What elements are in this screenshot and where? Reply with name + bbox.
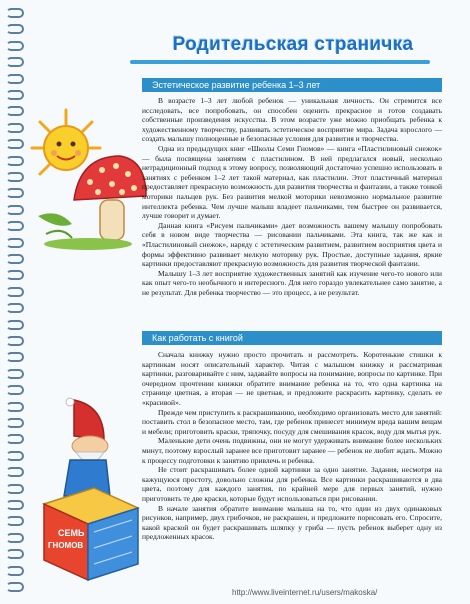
binder-ring xyxy=(6,516,24,526)
binder-ring xyxy=(6,500,24,510)
binder-ring xyxy=(6,385,24,395)
book-badge-icon xyxy=(44,488,138,580)
badge-text-line1: СЕМЬ xyxy=(58,528,85,538)
binder-ring xyxy=(6,303,24,313)
binder-ring xyxy=(6,467,24,477)
binder-ring xyxy=(6,451,24,461)
binder-ring xyxy=(6,41,24,51)
gnome-book-illustration xyxy=(34,396,144,586)
binder-ring xyxy=(6,582,24,592)
section-heading-aesthetic: Эстетическое развитие ребенка 1–3 лет xyxy=(142,78,442,92)
section-heading-how-to: Как работать с книгой xyxy=(142,331,442,345)
binder-ring xyxy=(6,221,24,231)
binder-ring xyxy=(6,123,24,133)
binder-ring xyxy=(6,74,24,84)
sun-icon xyxy=(32,110,100,174)
binder-ring xyxy=(6,287,24,297)
binder-ring xyxy=(6,24,24,34)
binder-ring xyxy=(6,238,24,248)
binder-ring xyxy=(6,57,24,67)
binder-ring xyxy=(6,139,24,149)
paragraph: Малышу 1–3 лет восприятие художественных занятий как изучение чего-то нового или как опыт чего-то необычного и интересного. Для него гораздо увлекательнее само занятие, а не результат. Для ребенка творчество — это процесс, а не результат. xyxy=(142,268,442,297)
binder-ring xyxy=(6,434,24,444)
gnome-icon xyxy=(64,398,110,496)
binder-ring xyxy=(6,156,24,166)
binder-ring xyxy=(6,254,24,264)
binder-ring xyxy=(6,402,24,412)
paragraph: В начале занятия обратите внимание малыша на то, что один из двух одинаковых рисунков, например, двух грибочков, не раскрашен, и предложите порисовать его. Спросите, какой краской он будет раскрашивать шляпку у гриба — пусть ребенок выберет одну из предложенных красок. xyxy=(142,503,442,542)
paragraph: Одна из предыдущих книг «Школы Семи Гномов» — книга «Пластилиновый снежок» — была посвящена занятиям с пластилином. В ней предлагался новый, несколько нетрадиционный подход к этому вопросу, позволяющий достаточно успешно использовать в занятиях с ребенком 1–2 лет такой материал, как пластилин. Этот пластичный материал предоставляет прекрасную возможность для развития творчества и фантазии, а также тонкой моторики пальцев рук. Без развития мелкой моторики невозможно нормальное развитие интеллекта ребенка. Чем лучше малыш владеет пальчиками, тем быстрее он развивается, лучше говорит и думает. xyxy=(142,143,442,221)
binder-ring xyxy=(6,90,24,100)
binder-ring xyxy=(6,8,24,18)
watermark-link[interactable]: http://www.liveinternet.ru/users/makoska/ xyxy=(232,588,378,597)
paragraph: Маленькие дети очень подвижны, они не могут удерживать внимание более нескольких минут, поэтому взрослый заранее все приготовит заранее — ребенок не любит ждать. Можно к процессу подготовки к занятию привлечь и ребенка. xyxy=(142,436,442,465)
binder-ring xyxy=(6,188,24,198)
badge-text-line2: ГНОМОВ xyxy=(48,541,84,550)
page-title: Родительская страничка xyxy=(172,34,414,55)
paragraph: Не стоит раскрашивать более одной картинки за одно занятие. Задания, несмотря на кажущуюся простоту, довольно сложны для ребенка. Все картинки раскрашиваются в два цвета, поэтому для каждого занятия, по крайней мере для первых занятий, нужно приготовить те две краски, которые будут использоваться при рисовании. xyxy=(142,465,442,503)
mushroom-icon xyxy=(38,156,146,250)
sun-mushroom-illustration xyxy=(28,104,148,252)
binder-ring xyxy=(6,352,24,362)
binder-ring xyxy=(6,106,24,116)
binder-ring xyxy=(6,533,24,543)
binder-ring xyxy=(6,270,24,280)
binder-ring xyxy=(6,566,24,576)
binder-ring xyxy=(6,369,24,379)
binder-ring xyxy=(6,172,24,182)
paragraph: Сначала книжку нужно просто прочитать и рассмотреть. Коротенькие стишки к картинкам носят описательный характер. Читая с малышом книжку и рассматривая картинки, разговаривайте с ним, задавайте вопросы на понимание, вопросы по картинке. При очередном прочтении книжки обратите внимание ребенка на то, что одна картинка на странице цветная, а вторая — не цветная, и предложите раскрасить картинку, сделать ее «красивой». xyxy=(142,350,442,407)
section-how-to-text xyxy=(142,350,442,598)
binder-ring xyxy=(6,484,24,494)
binder-ring xyxy=(6,336,24,346)
binder-ring xyxy=(6,205,24,215)
title-banner xyxy=(168,28,418,62)
paragraph: В возрасте 1–3 лет любой ребенок — уникальная личность. Он стремится все исследовать, все попробовать, он способен оценить прекрасное и готов создавать собственные произведения искусства. В этом возрасте уже можно приобщать ребенка к художественному творчеству, развивать эстетическое восприятие мира. Задача взрослого — создать малышу полноценные и безопасные условия для развития и творчества. xyxy=(142,96,442,144)
binder-ring xyxy=(6,320,24,330)
paragraph: Данная книга «Рисуем пальчиками» дает возможность вашему малышу попробовать себя в новом виде творчества — рисовании пальчиками. Эта книга, так же как и «Пластилиновый снежок», наряду с эстетическим развитием, развитием восприятия цвета и формы эффективно развивает мелкую моторику рук. Простые, доступные задания, яркие картинки предоставляют прекрасную возможность для развития творческой фантазии. xyxy=(142,220,442,269)
binder-rings xyxy=(6,8,28,598)
paragraph: Прежде чем приступить к раскрашиванию, необходимо организовать место для занятий: поставить стол в безопасное место, там, где ребенок принесет минимум вреда вашим вещам и мебели; приготовить краски, тряпочку, посуду для смешивания красок, воду для мытья рук. xyxy=(142,407,442,436)
binder-ring xyxy=(6,549,24,559)
section-aesthetic-text xyxy=(142,96,442,328)
binder-ring xyxy=(6,418,24,428)
